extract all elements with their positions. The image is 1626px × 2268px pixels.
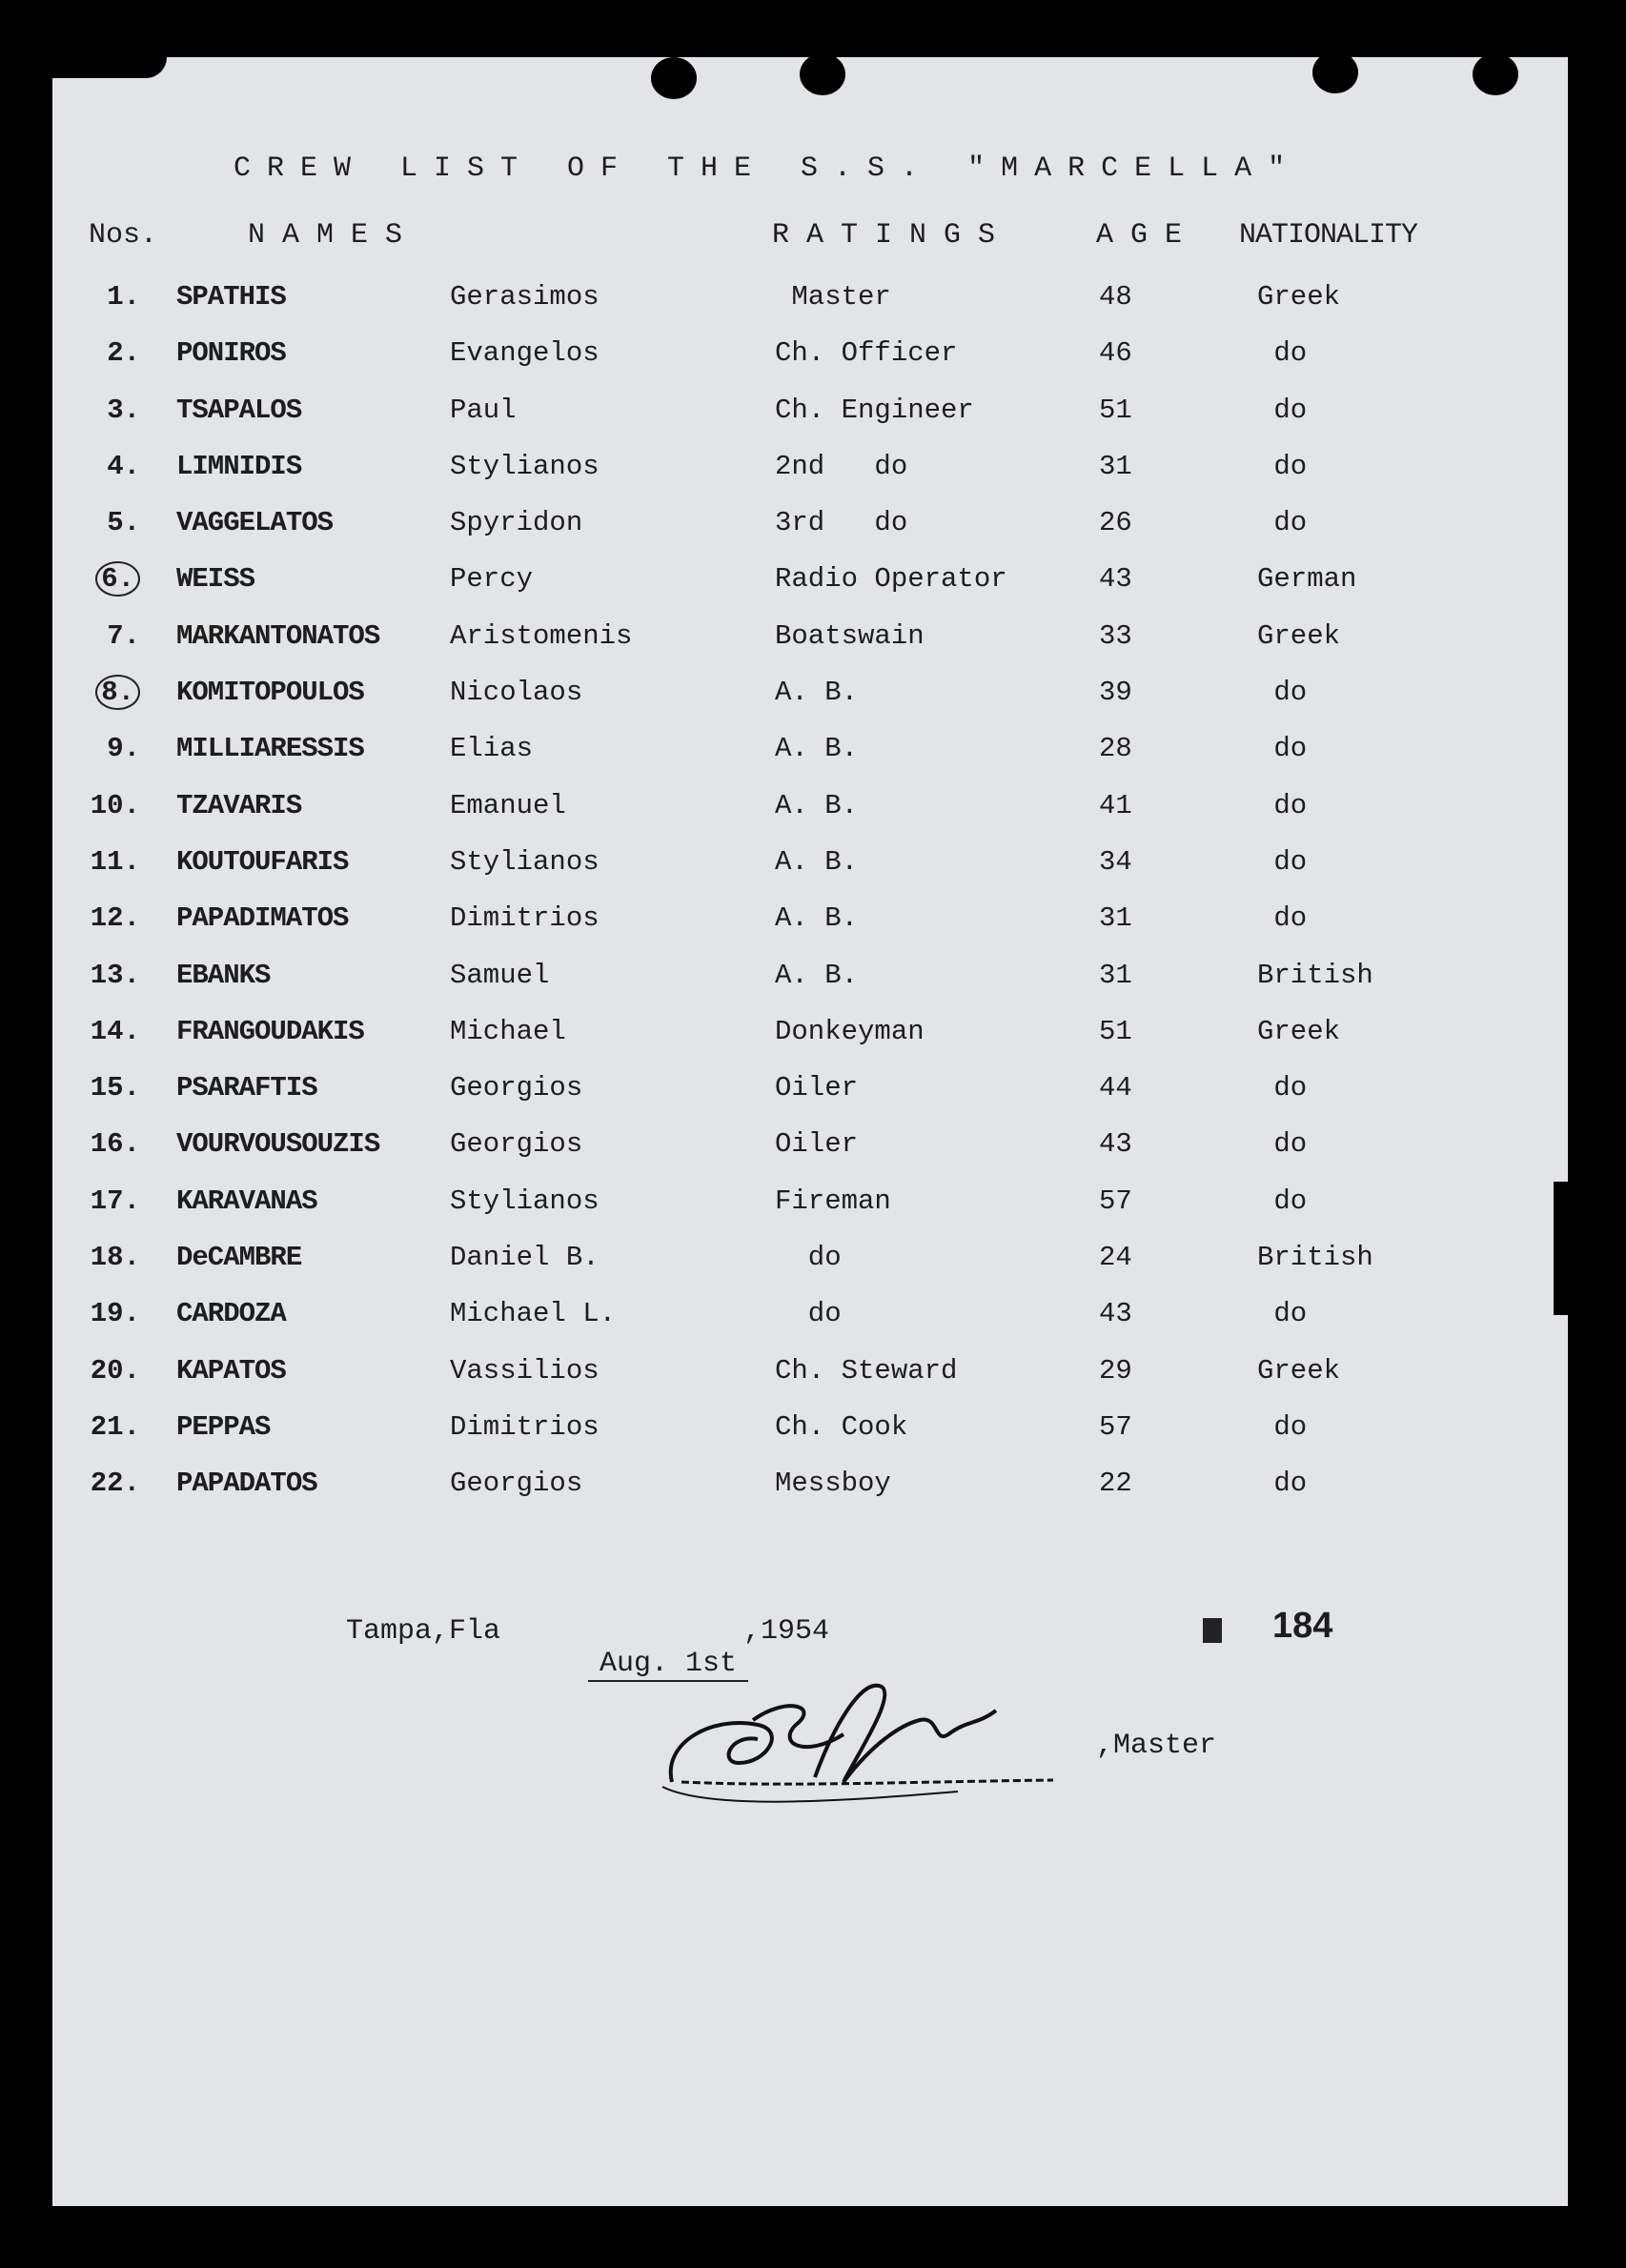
crew-rating: Ch. Engineer [775,394,974,426]
crew-number: 4. [107,450,140,482]
crew-number: 16. [90,1128,140,1161]
crew-age: 51 [1099,1015,1132,1047]
crew-given-name: Georgios [450,1072,583,1104]
crew-nationality: do [1257,1128,1308,1161]
crew-given-name: Paul [450,394,517,426]
crew-given-name: Michael L. [450,1298,617,1330]
crew-number [52,677,140,708]
crew-given-name: Georgios [450,1468,583,1500]
crew-row [52,902,1568,959]
crew-number: 13. [90,959,140,991]
crew-surname: LIMNIDIS [176,450,302,482]
crew-row [52,790,1568,846]
crew-rating: A. B. [775,789,859,821]
crew-given-name: Spyridon [450,507,583,539]
crew-given-name: Stylianos [450,1185,600,1217]
crew-age: 22 [1099,1468,1132,1500]
crew-row [52,620,1568,677]
document-title: CREW LIST OF THE S.S. "MARCELLA" [234,152,1302,185]
circled-number: 6. [95,561,140,597]
crew-age: 39 [1099,677,1132,709]
crew-row [52,960,1568,1016]
crew-rating: Messboy [775,1468,891,1500]
crew-age: 46 [1099,337,1132,370]
crew-nationality: do [1257,1072,1308,1104]
crew-rating: 2nd do [775,450,908,482]
crew-rating: do [775,1242,842,1274]
header-ratings: RATINGS [772,219,1013,252]
footer-place: Tampa,Fla [346,1615,501,1648]
crew-rating: Ch. Steward [775,1354,958,1387]
crew-number: 17. [90,1185,140,1217]
crew-row [52,507,1568,563]
crew-given-name: Dimitrios [450,902,600,935]
header-nos: Nos. [89,219,158,252]
crew-row [52,733,1568,789]
crew-rating: 3rd do [775,507,908,539]
crew-age: 43 [1099,1128,1132,1161]
crew-rating: A. B. [775,733,859,765]
crew-surname: DeCAMBRE [176,1242,302,1274]
crew-nationality: do [1257,1185,1308,1217]
crew-age: 43 [1099,563,1132,596]
crew-given-name: Elias [450,733,534,765]
crew-number: 22. [90,1468,140,1500]
crew-given-name: Nicolaos [450,677,583,709]
crew-nationality: do [1257,1298,1308,1330]
crew-number: 5. [107,507,140,539]
crew-age: 44 [1099,1072,1132,1104]
crew-age: 31 [1099,959,1132,991]
crew-rating: Master [775,281,891,313]
header-age: AGE [1096,219,1200,252]
crew-surname: KARAVANAS [176,1185,317,1217]
crew-nationality: do [1257,394,1308,426]
crew-nationality: Greek [1257,1015,1341,1047]
crew-row [52,563,1568,619]
crew-given-name: Vassilios [450,1354,600,1387]
crew-given-name: Dimitrios [450,1410,600,1443]
footer-date-value: Aug. 1st [588,1648,748,1682]
crew-number: 9. [107,733,140,765]
crew-given-name: Michael [450,1015,566,1047]
crew-rating: Boatswain [775,619,925,652]
crew-given-name: Gerasimos [450,281,600,313]
crew-age: 34 [1099,845,1132,878]
crew-age: 28 [1099,733,1132,765]
crew-surname: KOUTOUFARIS [176,845,349,878]
crew-rating: Ch. Cook [775,1410,908,1443]
crew-row [52,1128,1568,1185]
crew-nationality: do [1257,845,1308,878]
crew-number: 11. [90,845,140,878]
crew-row [52,281,1568,337]
crew-nationality: do [1257,1468,1308,1500]
crew-row [52,451,1568,507]
punch-hole [651,57,697,99]
crew-nationality: British [1257,959,1373,991]
crew-surname: WEISS [176,563,255,596]
crew-nationality: do [1257,677,1308,709]
crew-list-page [52,57,1568,2206]
crew-surname: PAPADIMATOS [176,902,349,935]
crew-surname: KAPATOS [176,1354,286,1387]
crew-surname: PONIROS [176,337,286,370]
crew-nationality: do [1257,337,1308,370]
crew-surname: TSAPALOS [176,394,302,426]
crew-nationality: German [1257,563,1357,596]
crew-surname: MARKANTONATOS [176,619,380,652]
crew-row [52,1411,1568,1468]
crew-age: 57 [1099,1410,1132,1443]
crew-nationality: Greek [1257,1354,1341,1387]
crew-given-name: Stylianos [450,845,600,878]
crew-given-name: Samuel [450,959,550,991]
crew-rating: Radio Operator [775,563,1007,596]
crew-nationality: British [1257,1242,1373,1274]
crew-number: 12. [90,902,140,935]
crew-rating: A. B. [775,902,859,935]
crew-age: 41 [1099,789,1132,821]
document-number: 184 [1272,1606,1333,1646]
crew-age: 31 [1099,450,1132,482]
crew-surname: VOURVOUSOUZIS [176,1128,380,1161]
crew-given-name: Stylianos [450,450,600,482]
crew-nationality: do [1257,902,1308,935]
circled-number: 8. [95,675,140,710]
crew-age: 26 [1099,507,1132,539]
crew-number: 21. [90,1410,140,1443]
crew-number: 19. [90,1298,140,1330]
crew-given-name: Evangelos [450,337,600,370]
crew-row [52,846,1568,902]
crew-number: 2. [107,337,140,370]
crew-surname: TZAVARIS [176,789,302,821]
crew-given-name: Aristomenis [450,619,633,652]
crew-nationality: do [1257,789,1308,821]
crew-row [52,1355,1568,1411]
crew-rating: Oiler [775,1072,859,1104]
crew-row [52,395,1568,451]
crew-row [52,677,1568,733]
crew-surname: CARDOZA [176,1298,286,1330]
crew-age: 51 [1099,394,1132,426]
punch-hole [1473,57,1518,95]
punch-hole [1312,57,1358,93]
crew-given-name: Percy [450,563,534,596]
header-nationality: NATIONALITY [1239,219,1418,252]
master-signature [653,1668,1110,1811]
crew-nationality: Greek [1257,619,1341,652]
header-names: NAMES [248,219,420,252]
crew-number: 10. [90,789,140,821]
crew-nationality: do [1257,450,1308,482]
crew-number [52,563,140,595]
crew-row [52,1016,1568,1072]
crew-surname: EBANKS [176,959,271,991]
punch-hole [800,57,845,95]
crew-age: 24 [1099,1242,1132,1274]
crew-number: 1. [107,281,140,313]
master-label: ,Master [1096,1730,1217,1762]
crew-rating: A. B. [775,845,859,878]
crew-rating: A. B. [775,959,859,991]
crew-age: 29 [1099,1354,1132,1387]
crew-given-name: Emanuel [450,789,566,821]
crew-rating: Oiler [775,1128,859,1161]
crew-surname: VAGGELATOS [176,507,334,539]
crew-row [52,1185,1568,1242]
footer-year: ,1954 [743,1615,830,1648]
crew-number: 3. [107,394,140,426]
crew-rating: Ch. Officer [775,337,958,370]
torn-corner [52,57,167,78]
crew-age: 48 [1099,281,1132,313]
crew-rating: do [775,1298,842,1330]
crew-row [52,1468,1568,1524]
crew-surname: SPATHIS [176,281,286,313]
crew-number: 20. [90,1354,140,1387]
crew-age: 31 [1099,902,1132,935]
crew-rating: Donkeyman [775,1015,925,1047]
crew-row [52,1072,1568,1128]
crew-number: 7. [107,619,140,652]
crew-surname: PAPADATOS [176,1468,317,1500]
crew-surname: FRANGOUDAKIS [176,1015,364,1047]
crew-surname: PSARAFTIS [176,1072,317,1104]
crew-surname: KOMITOPOULOS [176,677,364,709]
stamp-mark [1203,1618,1222,1643]
crew-given-name: Daniel B. [450,1242,600,1274]
crew-age: 43 [1099,1298,1132,1330]
crew-age: 33 [1099,619,1132,652]
crew-row [52,337,1568,394]
crew-surname: MILLIARESSIS [176,733,364,765]
crew-surname: PEPPAS [176,1410,271,1443]
crew-rating: A. B. [775,677,859,709]
crew-nationality: do [1257,1410,1308,1443]
crew-number: 14. [90,1015,140,1047]
crew-table [52,281,1568,1525]
crew-given-name: Georgios [450,1128,583,1161]
crew-row [52,1242,1568,1298]
crew-number: 15. [90,1072,140,1104]
crew-nationality: do [1257,507,1308,539]
crew-number: 18. [90,1242,140,1274]
crew-rating: Fireman [775,1185,891,1217]
crew-nationality: do [1257,733,1308,765]
crew-row [52,1298,1568,1354]
crew-nationality: Greek [1257,281,1341,313]
crew-age: 57 [1099,1185,1132,1217]
